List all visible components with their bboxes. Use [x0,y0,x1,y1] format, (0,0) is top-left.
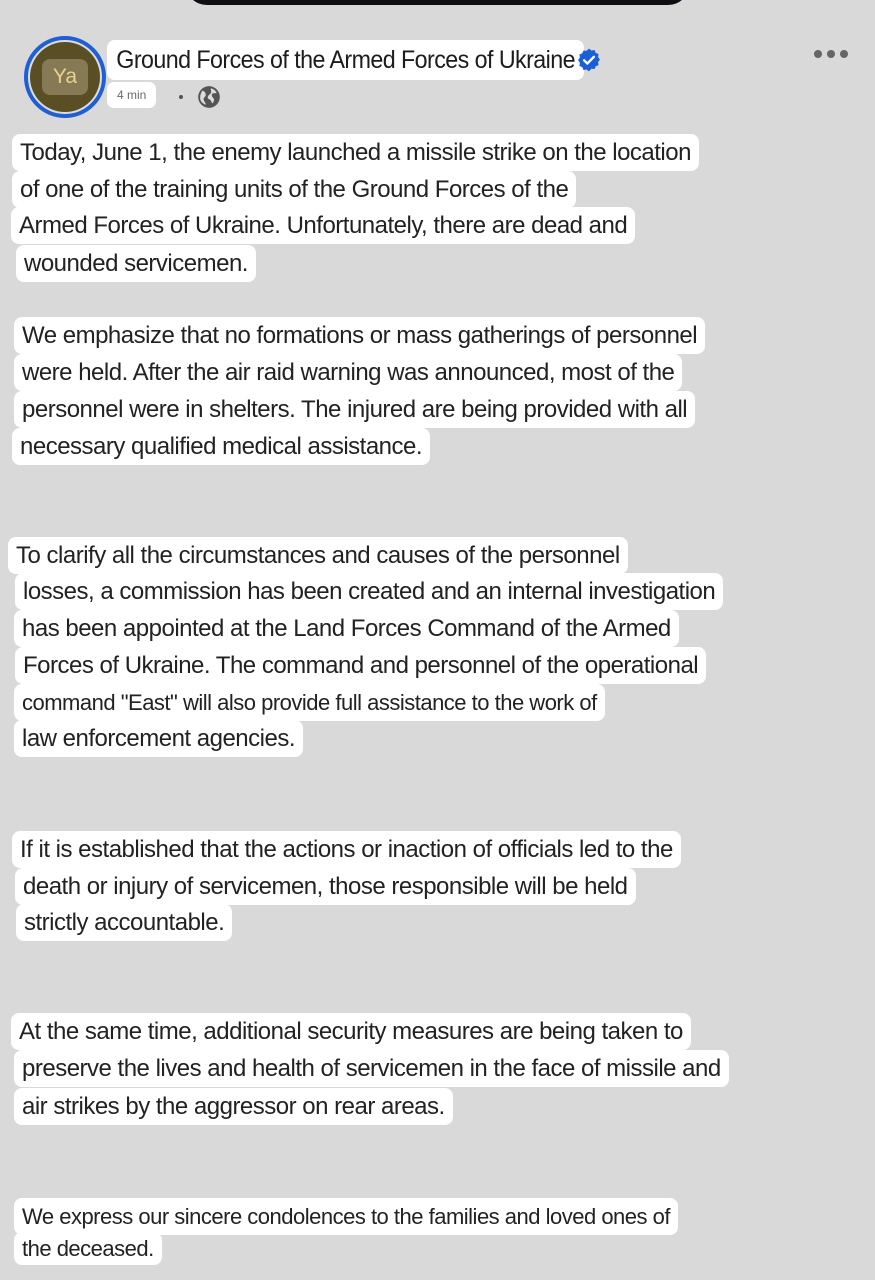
post-text-line: death or injury of servicemen, those responsible will be held [15,868,636,905]
post-text-line: Today, June 1, the enemy launched a missile strike on the location [12,134,699,171]
more-dot-icon [840,50,848,58]
more-dot-icon [827,50,835,58]
post-text-line: necessary qualified medical assistance. [12,428,430,465]
globe-icon [196,84,222,110]
meta-separator-dot [179,95,183,99]
post-text-line: were held. After the air raid warning was announced, most of the [14,354,682,391]
post-text-line: Armed Forces of Ukraine. Unfortunately, there are dead and [11,207,635,244]
post-text-line: has been appointed at the Land Forces Command of the Armed [14,610,679,647]
post-text-line: the deceased. [14,1232,162,1265]
device-notch [185,0,690,5]
post-text-line: of one of the training units of the Ground Forces of the [12,171,576,208]
post-text-line: law enforcement agencies. [14,720,303,757]
post-text-line: We emphasize that no formations or mass gatherings of personnel [14,317,705,354]
more-options-button[interactable] [812,48,850,60]
post-text-line: To clarify all the circumstances and causes of the personnel [8,537,628,574]
author-name[interactable]: Ground Forces of the Armed Forces of Ukraine [107,40,584,80]
post-text-line: Forces of Ukraine. The command and personnel of the operational [15,647,706,684]
post-text-line: preserve the lives and health of servicemen in the face of missile and [14,1050,729,1087]
post-text-line: If it is established that the actions or inaction of officials led to the [12,831,681,868]
post-text-line: air strikes by the aggressor on rear areas. [14,1088,453,1125]
post-text-line: personnel were in shelters. The injured are being provided with all [14,391,695,428]
post-text-line: We express our sincere condolences to the families and loved ones of [14,1198,678,1235]
author-avatar[interactable] [24,36,106,118]
post-text-line: strictly accountable. [16,904,232,941]
avatar-initials: Ya [42,59,88,95]
post-text-line: wounded servicemen. [16,245,256,282]
avatar-circle [30,42,100,112]
verified-badge-icon [576,47,602,73]
post-time[interactable]: 4 min [107,82,156,108]
post-text-line: losses, a commission has been created and an internal investigation [15,573,723,610]
post-text-line: command "East" will also provide full assistance to the work of [14,684,605,721]
post-text-line: At the same time, additional security measures are being taken to [11,1013,691,1050]
more-dot-icon [814,50,822,58]
